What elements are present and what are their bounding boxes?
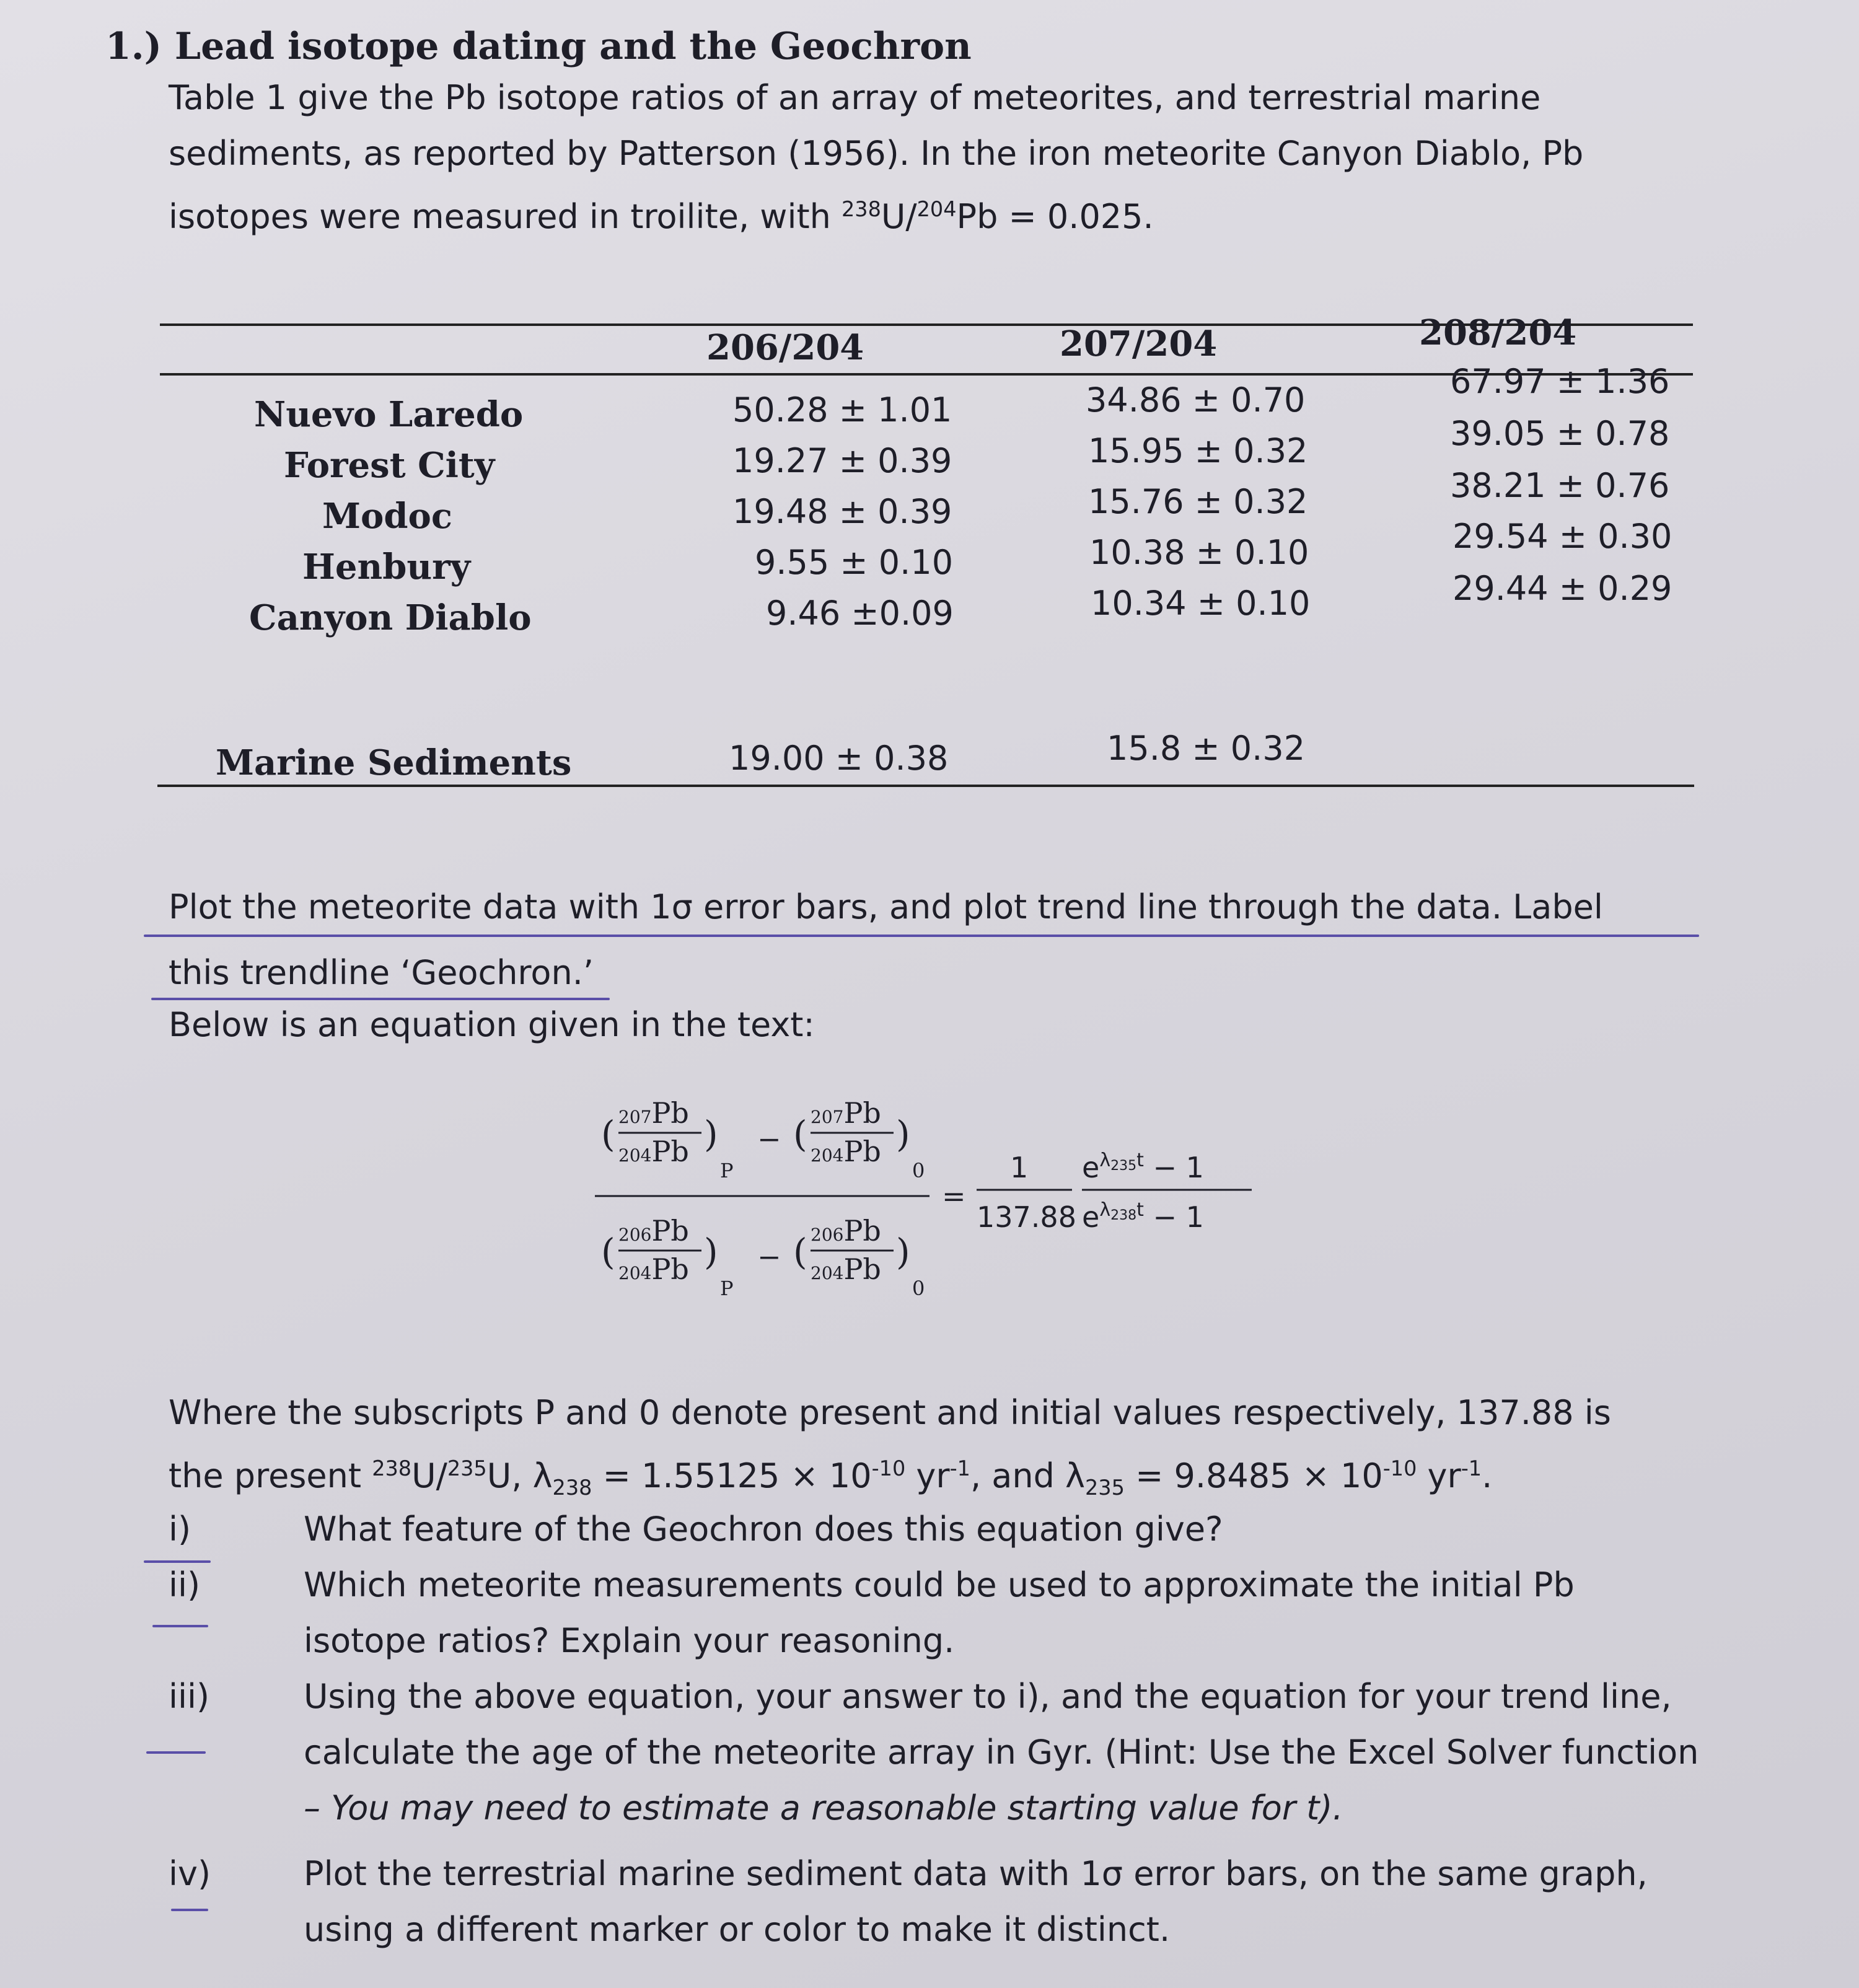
question-text: Plot the terrestrial marine sediment data with 1σ error bars, on the same graph, [304, 1854, 1648, 1893]
paren-close: ) [704, 1113, 718, 1155]
pen-mark [152, 1625, 208, 1627]
table-row-name: Nuevo Laredo [254, 394, 524, 435]
table-cell-207: 15.95 ± 0.32 [1088, 431, 1308, 470]
svg-text:207Pb: 207Pb [811, 1097, 881, 1130]
svg-text:204Pb: 204Pb [618, 1252, 689, 1286]
question-text: What feature of the Geochron does this equation give? [304, 1510, 1223, 1549]
svg-text:206Pb: 206Pb [618, 1214, 689, 1247]
table-row-name: Forest City [284, 445, 495, 486]
table-row-name: Marine Sediments [216, 742, 572, 783]
table-cell-208: 39.05 ± 0.78 [1450, 414, 1670, 453]
svg-text:1: 1 [1010, 1151, 1029, 1184]
pen-mark [171, 1909, 208, 1911]
intro-line-2: sediments, as reported by Patterson (1956). In the iron meteorite Canyon Diablo, Pb [169, 134, 1584, 173]
paren-open: ( [601, 1113, 615, 1155]
pen-mark [146, 1751, 206, 1754]
svg-text:(: ( [793, 1231, 807, 1273]
intro-line-3: isotopes were measured in troilite, with $^{238}$U/$^{204}$Pb = 0.025. [169, 197, 1154, 236]
table-bottom-rule [157, 785, 1694, 787]
svg-text:207Pb: 207Pb [618, 1097, 689, 1130]
table-cell-207: 10.38 ± 0.10 [1089, 533, 1309, 572]
table-row-name: Modoc [322, 496, 452, 537]
table-cell-208: 67.97 ± 1.36 [1450, 362, 1670, 401]
svg-text:−: − [757, 1122, 781, 1156]
table-cell-206: 19.00 ± 0.38 [729, 739, 949, 778]
question-text: Which meteorite measurements could be used to approximate the initial Pb [304, 1565, 1575, 1604]
svg-text:0: 0 [912, 1159, 925, 1182]
svg-text:): ) [704, 1231, 718, 1273]
pen-underline [144, 935, 1699, 937]
table-cell-207: 15.76 ± 0.32 [1088, 482, 1308, 521]
table-cell-206: 9.46 ±0.09 [766, 594, 954, 633]
instruction-line-3: Below is an equation given in the text: [169, 1005, 815, 1044]
svg-text:P: P [720, 1277, 734, 1300]
table-cell-206: 19.48 ± 0.39 [732, 492, 952, 531]
table-cell-208: 38.21 ± 0.76 [1450, 466, 1670, 505]
table-cell-207: 15.8 ± 0.32 [1107, 729, 1306, 768]
svg-text:=: = [942, 1179, 966, 1213]
header-208-204: 208/204 [1419, 312, 1577, 353]
svg-text:eλ235t − 1: $e^\lambda 235t - 1$ [1082, 1150, 1204, 1184]
svg-text:(: ( [601, 1231, 615, 1273]
svg-text:206Pb: 206Pb [811, 1214, 881, 1247]
question-label: ii) [169, 1565, 201, 1604]
table-row-name: Canyon Diablo [249, 597, 532, 638]
header-207-204: 207/204 [1060, 323, 1218, 364]
svg-text:−: − [757, 1240, 781, 1273]
table-cell-206: 19.27 ± 0.39 [732, 441, 952, 480]
svg-text:): ) [896, 1113, 910, 1155]
table-cell-207: 34.86 ± 0.70 [1086, 380, 1306, 420]
question-text: calculate the age of the meteorite array in Gyr. (Hint: Use the Excel Solver function [304, 1733, 1699, 1772]
table-cell-207: 10.34 ± 0.10 [1091, 584, 1311, 623]
intro-line-1: Table 1 give the Pb isotope ratios of an array of meteorites, and terrestrial marine [169, 78, 1541, 117]
question-label: i) [169, 1510, 191, 1549]
question-label: iv) [169, 1854, 211, 1893]
instruction-line-2: this trendline ‘Geochron.’ [169, 953, 594, 992]
table-cell-208: 29.44 ± 0.29 [1452, 569, 1672, 608]
svg-text:137.88: 137.88 [977, 1200, 1076, 1234]
geochron-equation [582, 1097, 1326, 1345]
svg-text:204Pb: 204Pb [618, 1135, 689, 1168]
svg-text:204Pb: 204Pb [811, 1252, 881, 1286]
svg-text:): ) [896, 1231, 910, 1273]
question-text: using a different marker or color to make it distinct. [304, 1910, 1171, 1949]
svg-text:(: ( [793, 1113, 807, 1155]
header-206-204: 206/204 [706, 327, 864, 368]
where-line-2: the present $^{238}$U/$^{235}$U, $\lambda_{238} = 1.55125 \times 10^{-10}$ $yr^{-1}$, and $\lambda_{235} = 9.8485 \times 10^{-10}$ $yr^{-1}$. [169, 1456, 1493, 1500]
table-row-name: Henbury [302, 547, 471, 587]
question-text: isotope ratios? Explain your reasoning. [304, 1621, 955, 1660]
table-cell-206: 9.55 ± 0.10 [755, 543, 954, 582]
question-label: iii) [169, 1677, 210, 1716]
where-line-1: Where the subscripts P and 0 denote present and initial values respectively, 137.88 is [169, 1393, 1611, 1432]
table-cell-206: 50.28 ± 1.01 [732, 390, 952, 429]
table-cell-208: 29.54 ± 0.30 [1452, 517, 1672, 556]
question-text: – You may need to estimate a reasonable starting value for t). [304, 1788, 1343, 1827]
svg-text:P: P [720, 1159, 734, 1182]
svg-text:eλ238t − 1: $e^\lambda 238t - 1$ [1082, 1199, 1204, 1234]
question-heading: 1.) Lead isotope dating and the Geochron [105, 25, 972, 68]
instruction-line-1: Plot the meteorite data with 1σ error bars, and plot trend line through the data. Label [169, 887, 1603, 926]
svg-text:0: 0 [912, 1277, 925, 1300]
svg-text:204Pb: 204Pb [811, 1135, 881, 1168]
question-text: Using the above equation, your answer to i), and the equation for your trend line, [304, 1677, 1672, 1716]
